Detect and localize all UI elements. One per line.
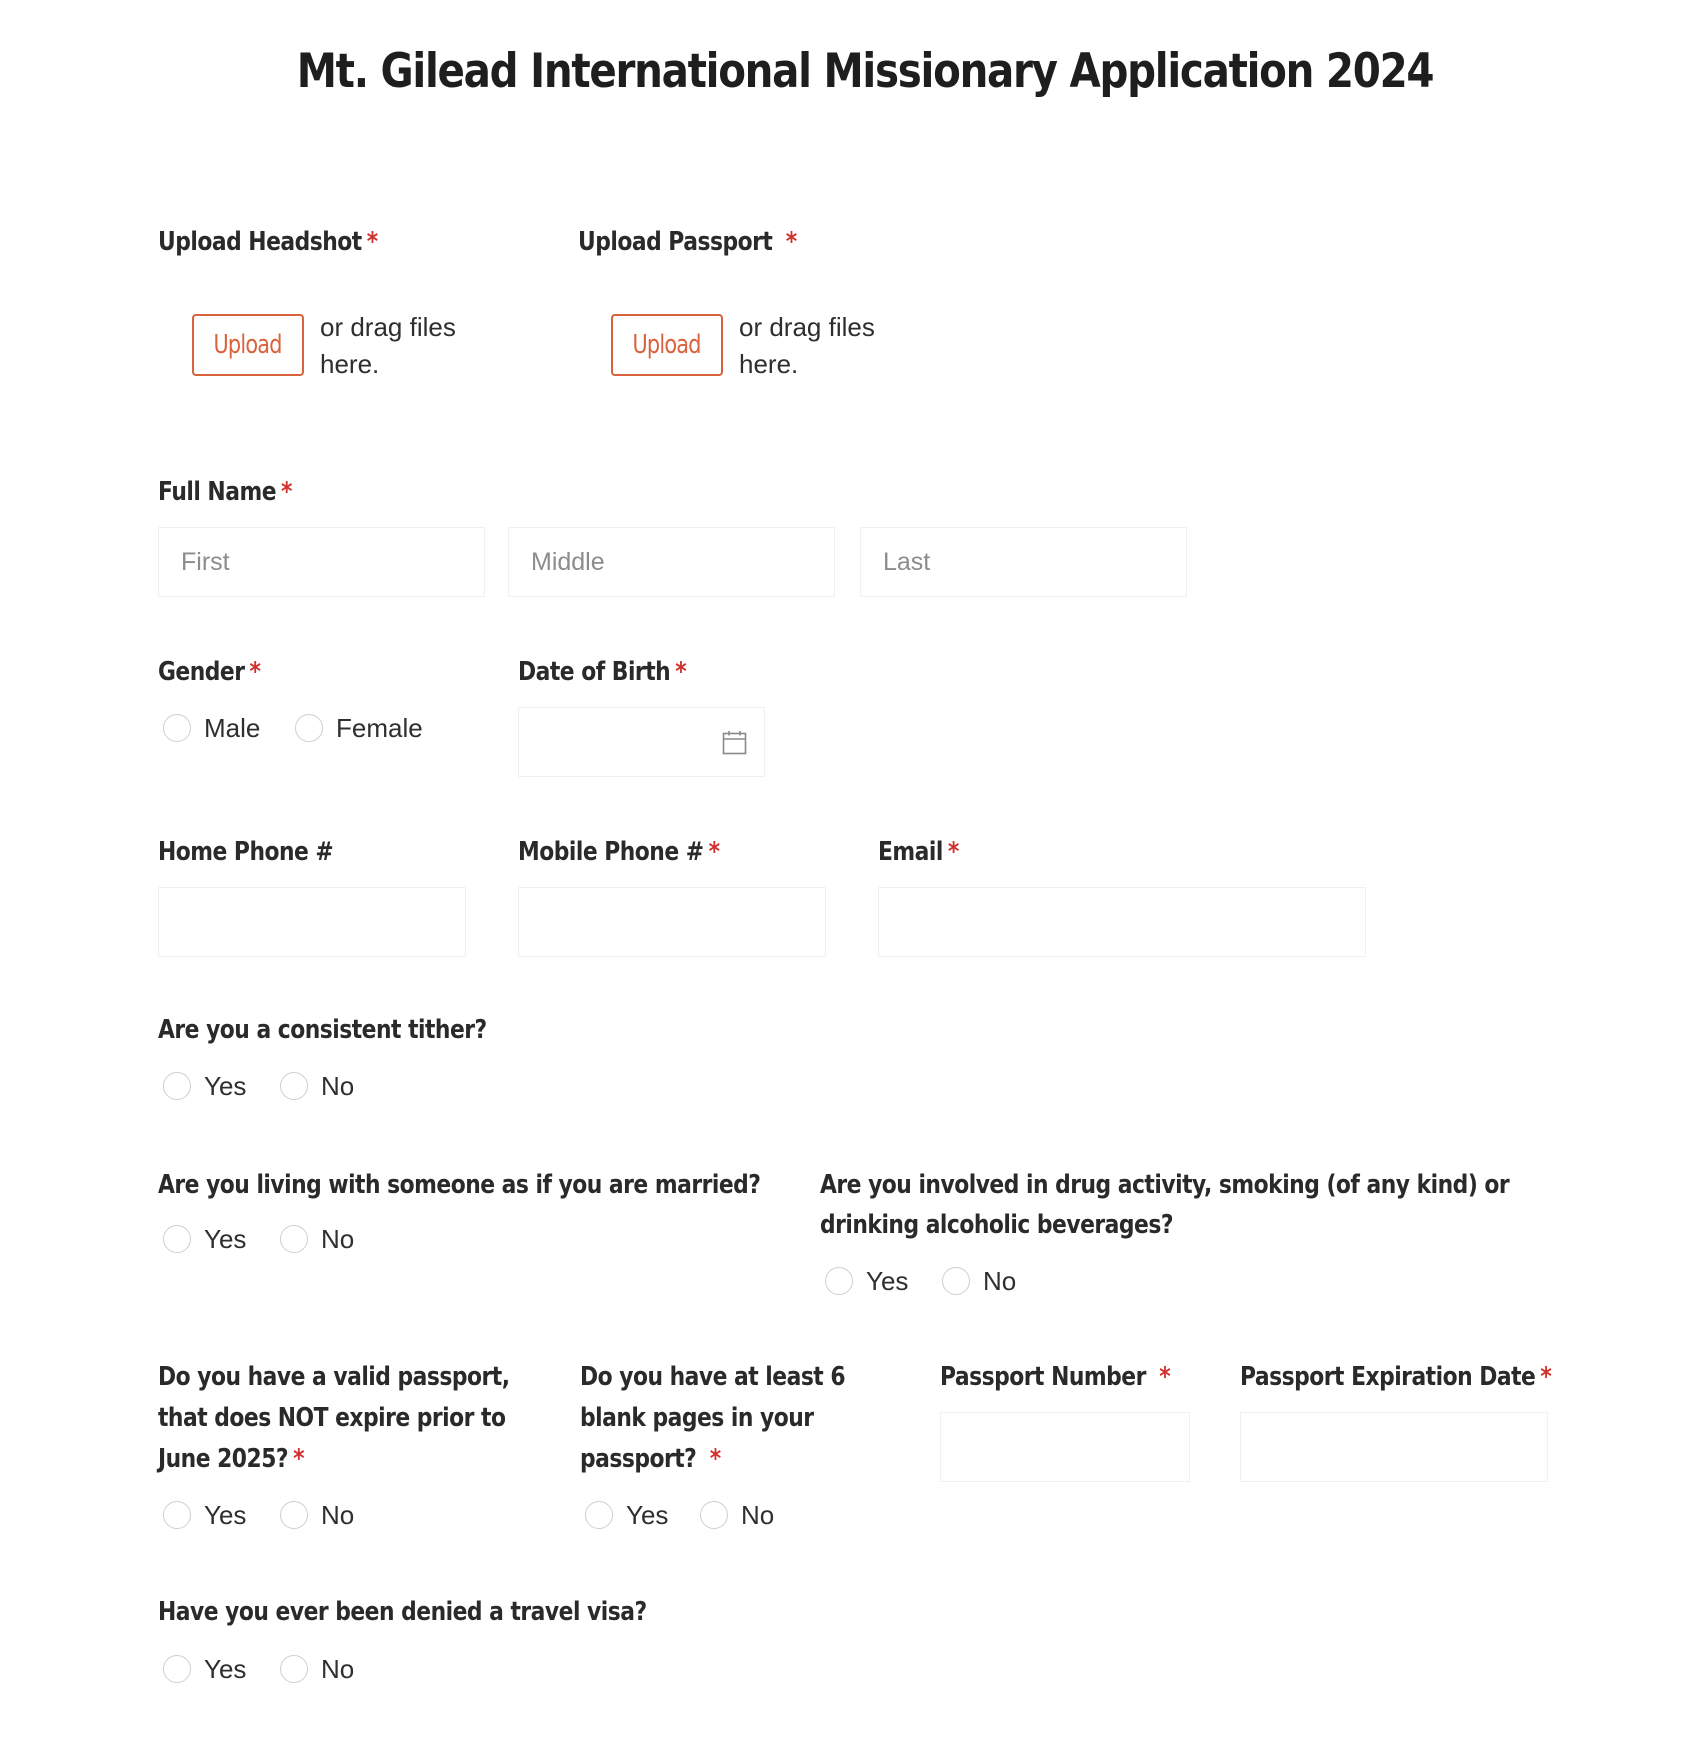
required-marker: * bbox=[708, 837, 720, 867]
first-name-field[interactable] bbox=[158, 527, 485, 597]
radio-button[interactable] bbox=[163, 714, 191, 742]
radio-button[interactable] bbox=[280, 1501, 308, 1529]
gender-label: Gender * bbox=[158, 657, 261, 687]
living-yes-option[interactable]: Yes bbox=[163, 1221, 246, 1257]
valid-passport-yes-option[interactable]: Yes bbox=[163, 1497, 246, 1533]
passport-expiration-label: Passport Expiration Date * bbox=[1240, 1362, 1552, 1392]
drugs-no-option[interactable]: No bbox=[942, 1263, 1016, 1299]
valid-passport-no-option[interactable]: No bbox=[280, 1497, 354, 1533]
middle-name-field[interactable] bbox=[508, 527, 835, 597]
calendar-icon[interactable] bbox=[722, 730, 747, 755]
required-marker: * bbox=[785, 227, 797, 257]
visa-no-option[interactable]: No bbox=[280, 1651, 354, 1687]
radio-button[interactable] bbox=[163, 1655, 191, 1683]
upload-headshot-hint: or drag files here. bbox=[320, 312, 456, 379]
home-phone-label: Home Phone # bbox=[158, 837, 334, 867]
home-phone-field[interactable] bbox=[158, 887, 466, 957]
radio-button[interactable] bbox=[280, 1225, 308, 1253]
tither-yes-option[interactable]: Yes bbox=[163, 1068, 246, 1104]
visa-yes-option[interactable]: Yes bbox=[163, 1651, 246, 1687]
dob-label: Date of Birth * bbox=[518, 657, 687, 687]
blank-pages-yes-option[interactable]: Yes bbox=[585, 1497, 668, 1533]
required-marker: * bbox=[709, 1444, 721, 1474]
required-marker: * bbox=[675, 657, 687, 687]
radio-button[interactable] bbox=[585, 1501, 613, 1529]
email-field[interactable] bbox=[878, 887, 1366, 957]
drugs-label-line-1: Are you involved in drug activity, smoking (of any kind) or bbox=[820, 1170, 1510, 1200]
full-name-label: Full Name * bbox=[158, 477, 292, 507]
email-label: Email * bbox=[878, 837, 959, 867]
valid-passport-label-line-3: June 2025? * bbox=[158, 1444, 305, 1474]
required-marker: * bbox=[281, 477, 292, 507]
living-no-option[interactable]: No bbox=[280, 1221, 354, 1257]
blank-pages-no-option[interactable]: No bbox=[700, 1497, 774, 1533]
upload-headshot-button[interactable]: Upload bbox=[192, 314, 304, 376]
mobile-phone-label: Mobile Phone # * bbox=[518, 837, 720, 867]
dob-field[interactable] bbox=[518, 707, 765, 777]
radio-button[interactable] bbox=[280, 1072, 308, 1100]
blank-pages-label-line-2: blank pages in your bbox=[580, 1403, 814, 1433]
required-marker: * bbox=[1159, 1362, 1171, 1392]
passport-number-label: Passport Number * bbox=[940, 1362, 1171, 1392]
gender-female-option[interactable]: Female bbox=[295, 710, 423, 746]
radio-button[interactable] bbox=[163, 1225, 191, 1253]
radio-button[interactable] bbox=[163, 1501, 191, 1529]
upload-headshot-label: Upload Headshot * bbox=[158, 227, 378, 257]
upload-passport-label: Upload Passport * bbox=[578, 227, 797, 257]
radio-button[interactable] bbox=[280, 1655, 308, 1683]
passport-number-field[interactable] bbox=[940, 1412, 1190, 1482]
gender-male-option[interactable]: Male bbox=[163, 710, 260, 746]
valid-passport-label-line-1: Do you have a valid passport, bbox=[158, 1362, 510, 1392]
drugs-yes-option[interactable]: Yes bbox=[825, 1263, 908, 1299]
required-marker: * bbox=[249, 657, 261, 687]
living-label: Are you living with someone as if you are married? bbox=[158, 1170, 761, 1200]
tither-no-option[interactable]: No bbox=[280, 1068, 354, 1104]
drugs-label-line-2: drinking alcoholic beverages? bbox=[820, 1210, 1173, 1240]
radio-button[interactable] bbox=[700, 1501, 728, 1529]
last-name-field[interactable] bbox=[860, 527, 1187, 597]
tither-label: Are you a consistent tither? bbox=[158, 1015, 487, 1045]
mobile-phone-field[interactable] bbox=[518, 887, 826, 957]
valid-passport-label-line-2: that does NOT expire prior to bbox=[158, 1403, 506, 1433]
required-marker: * bbox=[293, 1444, 305, 1474]
required-marker: * bbox=[1540, 1362, 1552, 1392]
page-title: Mt. Gilead International Missionary Application 2024 bbox=[296, 44, 1434, 99]
passport-expiration-field[interactable] bbox=[1240, 1412, 1548, 1482]
radio-button[interactable] bbox=[295, 714, 323, 742]
required-marker: * bbox=[947, 837, 959, 867]
upload-passport-button[interactable]: Upload bbox=[611, 314, 723, 376]
visa-label: Have you ever been denied a travel visa? bbox=[158, 1597, 647, 1627]
radio-button[interactable] bbox=[825, 1267, 853, 1295]
required-marker: * bbox=[366, 227, 378, 257]
blank-pages-label-line-3: passport? * bbox=[580, 1444, 721, 1474]
radio-button[interactable] bbox=[942, 1267, 970, 1295]
upload-passport-hint: or drag files here. bbox=[739, 312, 875, 379]
blank-pages-label-line-1: Do you have at least 6 bbox=[580, 1362, 846, 1392]
radio-button[interactable] bbox=[163, 1072, 191, 1100]
